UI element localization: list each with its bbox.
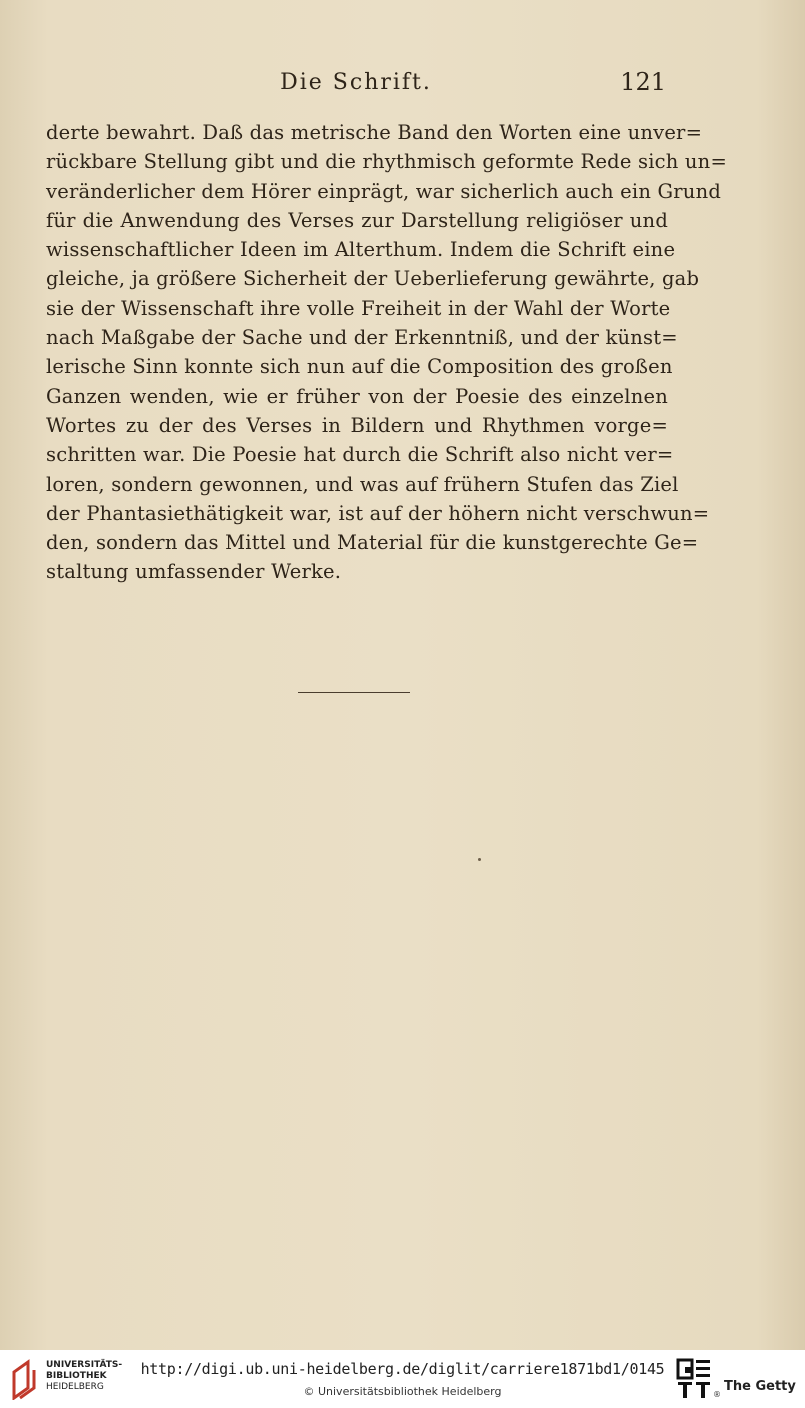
library-name-line: BIBLIOTHEK xyxy=(46,1371,107,1381)
registered-mark: ® xyxy=(713,1390,721,1399)
section-divider-rule xyxy=(298,692,410,693)
text-line: derte bewahrt. Daß das metrische Band den Worten eine unver= xyxy=(46,121,703,144)
permalink[interactable]: http://digi.ub.uni-heidelberg.de/diglit/carriere1871bd1/0145 xyxy=(140,1360,665,1378)
library-name-line: HEIDELBERG xyxy=(46,1382,104,1392)
text-line: schritten war. Die Poesie hat durch die Schrift also nicht ver= xyxy=(46,443,674,467)
text-line: nach Maßgabe der Sache und der Erkenntniß, und der künst= xyxy=(46,326,678,350)
copyright-notice: © Universitätsbibliothek Heidelberg xyxy=(303,1385,502,1398)
running-title: Die Schrift. xyxy=(280,70,432,95)
text-line: veränderlicher dem Hörer einprägt, war sicherlich auch ein Grund xyxy=(46,179,722,203)
text-line: der Phantasiethätigkeit war, ist auf der höhern nicht verschwun= xyxy=(46,501,710,525)
getty-logo-icon xyxy=(676,1358,712,1400)
text-line: lerische Sinn konnte sich nun auf die Composition des großen xyxy=(46,355,673,379)
text-line: loren, sondern gewonnen, und was auf frühern Stufen das Ziel xyxy=(46,472,679,496)
page-number: 121 xyxy=(620,68,666,96)
footer-bar xyxy=(0,1350,805,1408)
text-line: für die Anwendung des Verses zur Darstellung religiöser und xyxy=(46,208,668,232)
getty-label: The Getty xyxy=(724,1379,796,1394)
text-line: sie der Wissenschaft ihre volle Freiheit in der Wahl der Worte xyxy=(46,296,671,320)
text-line: rückbare Stellung gibt und die rhythmisch geformte Rede sich un= xyxy=(46,150,727,174)
text-line: den, sondern das Mittel und Material für die kunstgerechte Ge= xyxy=(46,531,699,555)
text-line: Ganzen wenden, wie er früher von der Poesie des einzelnen xyxy=(46,384,668,408)
text-line: wissenschaftlicher Ideen im Alterthum. Indem die Schrift eine xyxy=(46,238,676,262)
text-line: Wortes zu der des Verses in Bildern und Rhythmen vorge= xyxy=(46,413,668,437)
paper-speck xyxy=(478,858,481,861)
running-head xyxy=(46,66,666,102)
text-line: staltung umfassender Werke. xyxy=(46,560,342,584)
library-name-line: UNIVERSITÄTS- xyxy=(46,1360,123,1370)
body-text xyxy=(46,118,727,587)
text-line: gleiche, ja größere Sicherheit der Ueberlieferung gewährte, gab xyxy=(46,267,700,291)
